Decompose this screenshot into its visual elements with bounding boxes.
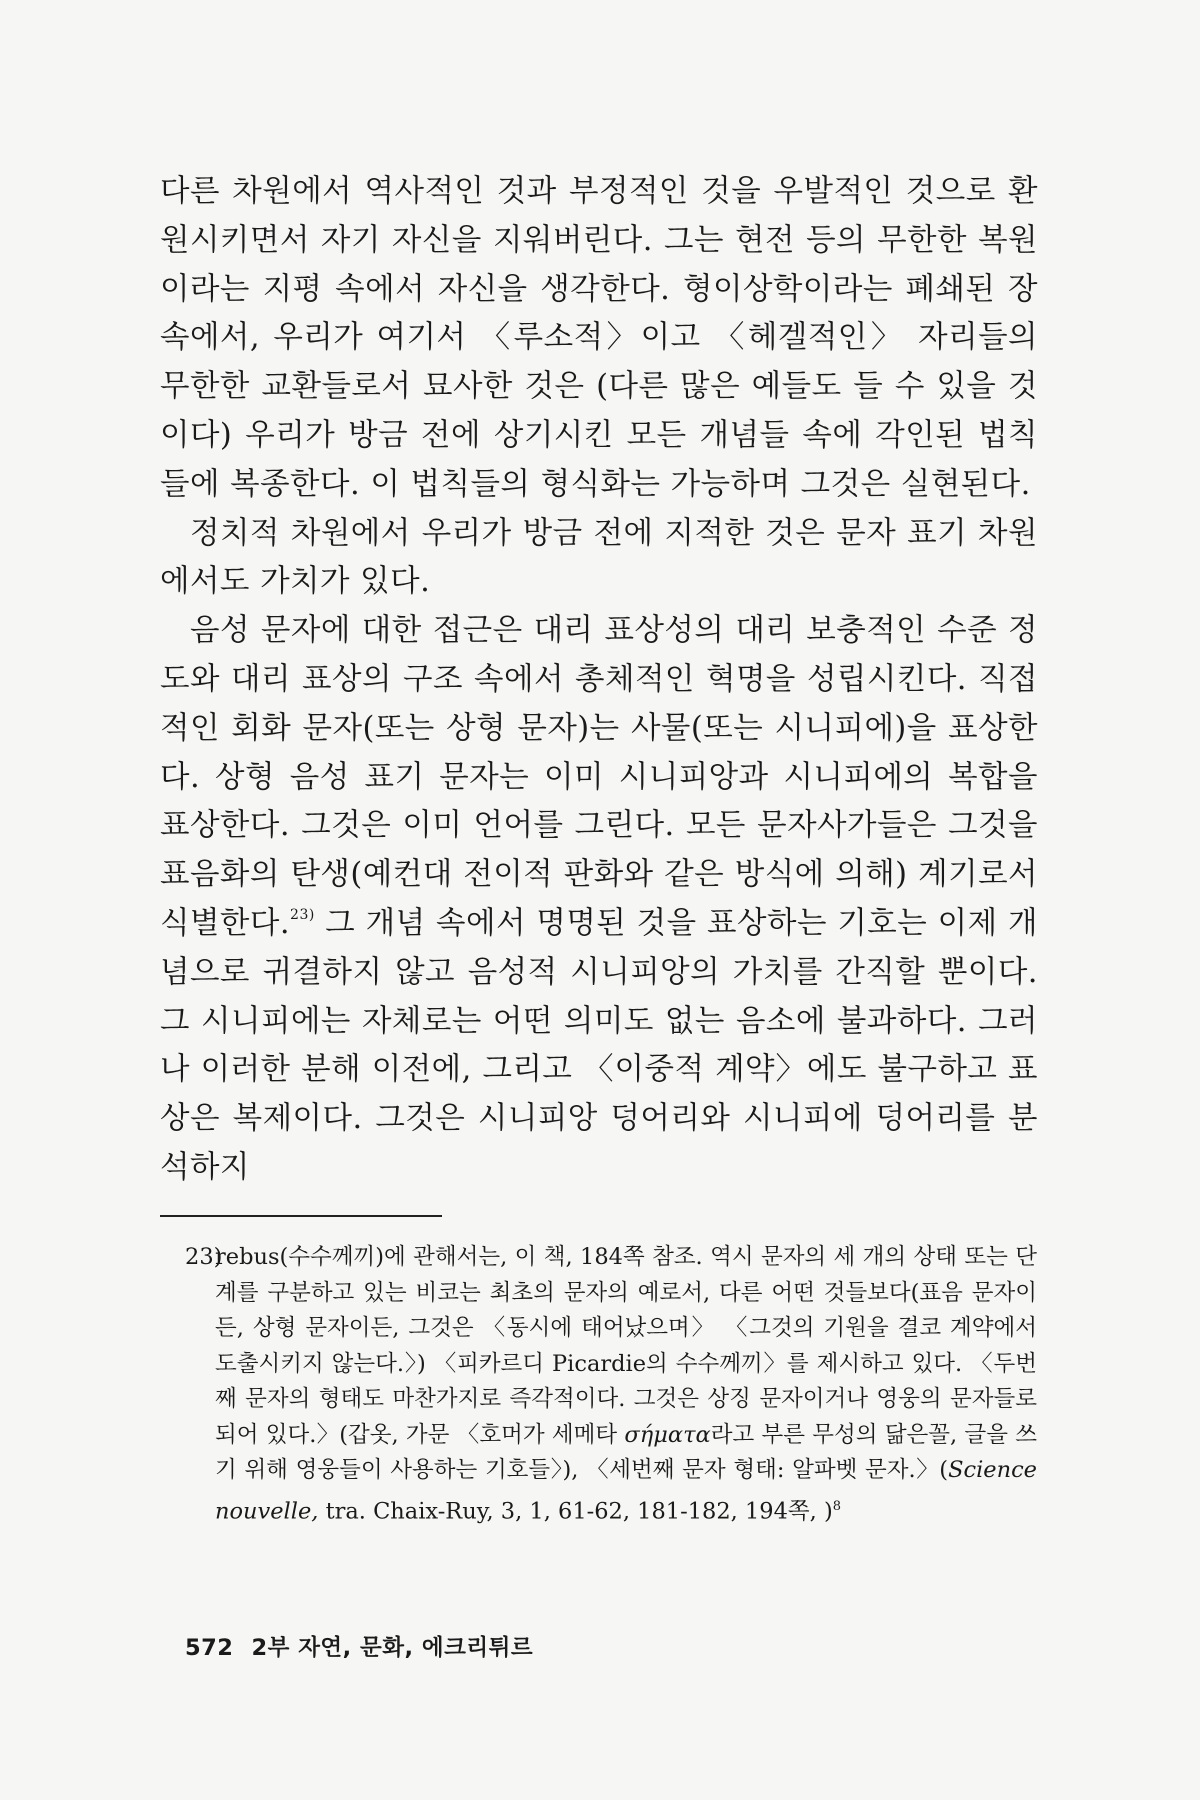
footnote-number: 23) xyxy=(185,1244,223,1270)
paragraph-3-part-b: 그 개념 속에서 명명된 것을 표상하는 기호는 이제 개념으로 귀결하지 않고 음성적 시니피앙의 가치를 간직할 뿐이다. 그 시니피에는 자체로는 어떤 의미도 없는 음소에 불과하다. 그러나 이러한 분해 이전에, 그리고 〈이중적 계약〉에도 불구하고 표상은 복제이다. 그것은 시니피앙 덩어리와 시니피에 덩어리를 분석하지 xyxy=(160,905,1038,1185)
footnote-23 xyxy=(185,1240,1037,1530)
paragraph-2: 정치적 차원에서 우리가 방금 전에 지적한 것은 문자 표기 차원에서도 가치가 있다. xyxy=(160,515,1038,600)
paragraph-3-part-a: 음성 문자에 대한 접근은 대리 표상성의 대리 보충적인 수준 정도와 대리 표상의 구조 속에서 총체적인 혁명을 성립시킨다. 직접적인 회화 문자(또는 상형 문자)는 사물(또는 시니피에)을 표상한다. 상형 음성 표기 문자는 이미 시니피앙과 시니피에의 복합을 표상한다. 그것은 이미 언어를 그린다. 모든 문자사가들은 그것을 표음화의 탄생(예컨대 전이적 판화와 같은 방식에 의해) 계기로서 식별한다. xyxy=(160,613,1038,941)
page-footer xyxy=(185,1630,533,1662)
main-text xyxy=(160,168,1038,1193)
footnote-greek-word: σήματα xyxy=(624,1421,711,1448)
footnote-body xyxy=(185,1240,1037,1530)
paragraph-3 xyxy=(160,607,1038,1193)
running-head: 2부 자연, 문화, 에크리튀르 xyxy=(251,1635,534,1661)
footnote-text-b: 라고 부른 무성의 닮은꼴, 글을 쓰기 위해 영웅들이 사용하는 기호들〉), 〈세번째 문자 형태: 알파벳 문자.〉( xyxy=(215,1421,1038,1483)
paragraph-1: 다른 차원에서 역사적인 것과 부정적인 것을 우발적인 것으로 환원시키면서 자기 자신을 지워버린다. 그는 현전 등의 무한한 복원이라는 지평 속에서 자신을 생각한다. 형이상학이라는 폐쇄된 장 속에서, 우리가 여기서 〈루소적〉이고 〈헤겔적인〉 자리들의 무한한 교환들로서 묘사한 것은 (다른 많은 예들도 들 수 있을 것이다) 우리가 방금 전에 상기시킨 모든 개념들 속에 각인된 법칙들에 복종한다. 이 법칙들의 형식화는 가능하며 그것은 실현된다. xyxy=(160,174,1038,502)
page-number: 572 xyxy=(185,1635,234,1661)
footnote-italic-title: Science nouvelle, xyxy=(215,1457,1037,1524)
footnote-divider xyxy=(160,1215,442,1217)
footnote-text-a: rebus(수수께끼)에 관해서는, 이 책, 184쪽 참조. 역시 문자의 세 개의 상태 또는 단계를 구분하고 있는 비코는 최초의 문자의 예로서, 다른 어떤 것들보다(표음 문자이든, 상형 문자이든, 그것은 〈동시에 태어났으며〉 〈그것의 기원을 결코 계약에서 도출시키지 않는다.〉) 〈피카르디 Picardie의 수수께끼〉를 제시하고 있다. 〈두번째 문자의 형태도 마찬가지로 즉각적이다. 그것은 상징 문자이거나 영웅의 문자들로 되어 있다.〉(갑옷, 가문 〈호머가 세메타 xyxy=(215,1244,1037,1448)
footnote-superscript: 8 xyxy=(832,1498,842,1514)
footnote-text-c: tra. Chaix-Ruy, 3, 1, 61-62, 181-182, 194쪽, ) xyxy=(318,1498,833,1524)
footnote-reference[interactable]: 23) xyxy=(290,906,315,923)
